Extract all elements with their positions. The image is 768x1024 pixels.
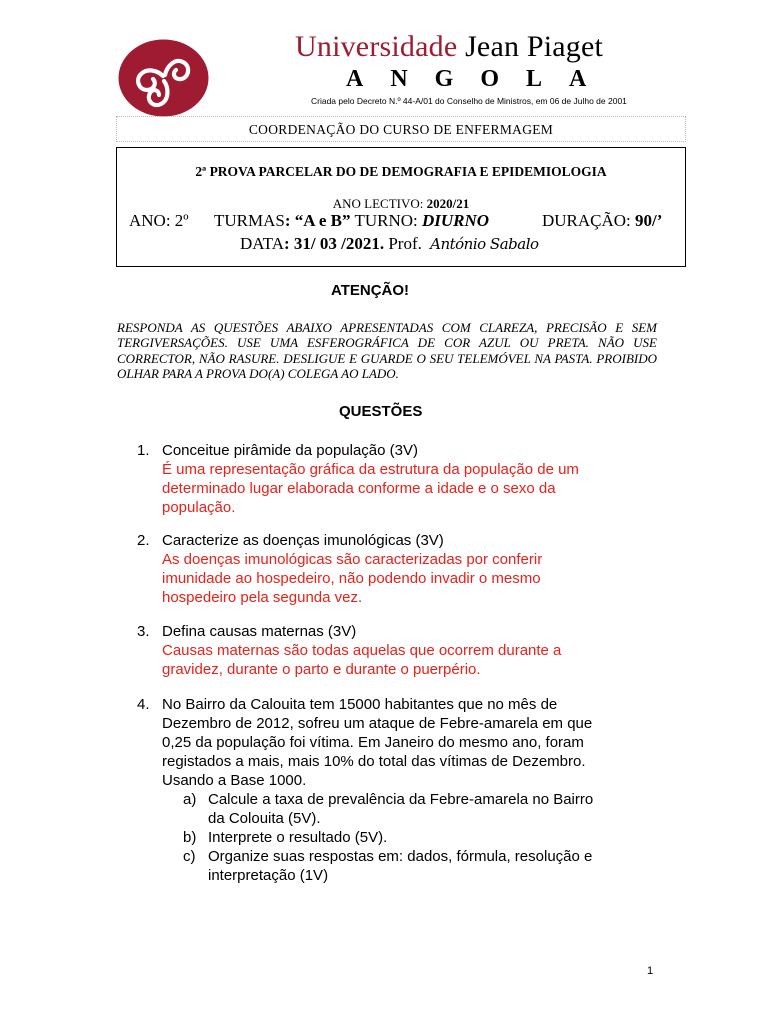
classes-label: TURMAS — [214, 211, 285, 230]
shift-value: DIURNO — [421, 211, 490, 230]
question-text: No Bairro da Calouita tem 15000 habitantes que no mês de — [162, 696, 558, 713]
question-text: Caracterize as doenças imunológicas (3V) — [162, 532, 444, 549]
question-text: Conceitue pirâmide da população (3V) — [162, 442, 418, 459]
subitem-c — [183, 847, 593, 866]
subitem-label: a) — [183, 791, 197, 808]
coordination-box — [116, 116, 686, 142]
exam-info-box — [116, 147, 686, 267]
answer-line: gravidez, durante o parto e durante o puerpério. — [162, 661, 481, 678]
academic-year-value: 2020/21 — [426, 196, 470, 211]
question-text: Defina causas maternas (3V) — [162, 623, 357, 640]
question-text: 0,25 da população foi vítima. Em Janeiro do mesmo ano, foram — [162, 734, 584, 751]
answer-line: imunidade ao hospedeiro, não podendo invadir o mesmo — [162, 570, 541, 587]
academic-year — [117, 196, 685, 212]
question-text: Dezembro de 2012, sofreu um ataque de Febre-amarela em que — [162, 715, 593, 732]
subitem-a-cont: da Colouita (5V). — [208, 810, 321, 827]
academic-year-label: ANO LECTIVO: — [332, 196, 427, 211]
question-text: Usando a Base 1000. — [162, 772, 307, 789]
duration-value: 90/’ — [635, 211, 663, 230]
subitem-text: Interprete o resultado (5V). — [208, 829, 388, 846]
answer-line: É uma representação gráfica da estrutura da população de um — [162, 461, 579, 478]
shift-label: TURNO: — [350, 211, 422, 230]
classes — [214, 211, 489, 231]
university-name-black: Jean Piaget — [465, 30, 604, 63]
questions-heading: QUESTÕES — [339, 403, 423, 420]
university-name — [295, 30, 603, 64]
classes-value: : “A e B” — [284, 211, 351, 230]
answer-line: hospedeiro pela segunda vez. — [162, 589, 363, 606]
exam-title: 2ª PROVA PARCELAR DO DE DEMOGRAFIA E EPIDEMIOLOGIA — [195, 164, 607, 179]
university-name-red: Universidade — [295, 30, 458, 63]
triskele-logo-icon — [117, 38, 210, 118]
question-number: 1. — [137, 442, 150, 459]
answer-line: população. — [162, 499, 236, 516]
date-label: DATA — [240, 234, 284, 253]
decree-text: Criada pelo Decreto N.º 44-A/01 do Conselho de Ministros, em 06 de Julho de 2001 — [311, 96, 627, 106]
question-number: 2. — [137, 532, 150, 549]
question-number: 4. — [137, 696, 150, 713]
date-value: : 31/ 03 /2021. — [283, 234, 385, 253]
instructions-paragraph: RESPONDA AS QUESTÕES ABAIXO APRESENTADAS COM CLAREZA, PRECISÃO E SEM TERGIVERSAÇÕES. USE UMA ESFEROGRÁFICA DE COR AZUL OU PRETA. NÃO USE CORRECTOR, NÃO RASURE. DESLIGUE E GUARDE O SEU TELEMÓVEL NA PASTA. PROIBIDO OLHAR PARA A PROVA DO(A) COLEGA AO LADO. — [117, 320, 657, 381]
subitem-b — [183, 828, 593, 847]
duration-label: DURAÇÃO: — [542, 211, 636, 230]
answer-line: Causas maternas são todas aquelas que ocorrem durante a — [162, 642, 562, 659]
date-row — [240, 234, 539, 254]
country-name: ANGOLA — [346, 66, 614, 92]
coordination-title: COORDENAÇÃO DO CURSO DE ENFERMAGEM — [248, 122, 554, 137]
duration — [542, 211, 662, 231]
professor-signature: António Sabalo — [430, 235, 539, 253]
subitem-text: Organize suas respostas em: dados, fórmula, resolução e — [208, 848, 593, 865]
subitem-c-cont: interpretação (1V) — [208, 867, 329, 884]
answer-line: determinado lugar elaborada conforme a idade e o sexo da — [162, 480, 556, 497]
subitem-a — [183, 790, 594, 809]
question-number: 3. — [137, 623, 150, 640]
answer-line: As doenças imunológicas são caracterizadas por conferir — [162, 551, 543, 568]
professor-label: Prof. — [384, 234, 427, 253]
subitem-text: Calcule a taxa de prevalência da Febre-amarela no Bairro — [208, 791, 594, 808]
subitem-label: b) — [183, 829, 197, 846]
attention-heading: ATENÇÃO! — [331, 282, 410, 299]
page-number: 1 — [647, 965, 654, 977]
subitem-label: c) — [183, 848, 196, 865]
year-level: ANO: 2º — [129, 211, 189, 230]
question-text: registados a mais, mais 10% do total das vítimas de Dezembro. — [162, 753, 586, 770]
